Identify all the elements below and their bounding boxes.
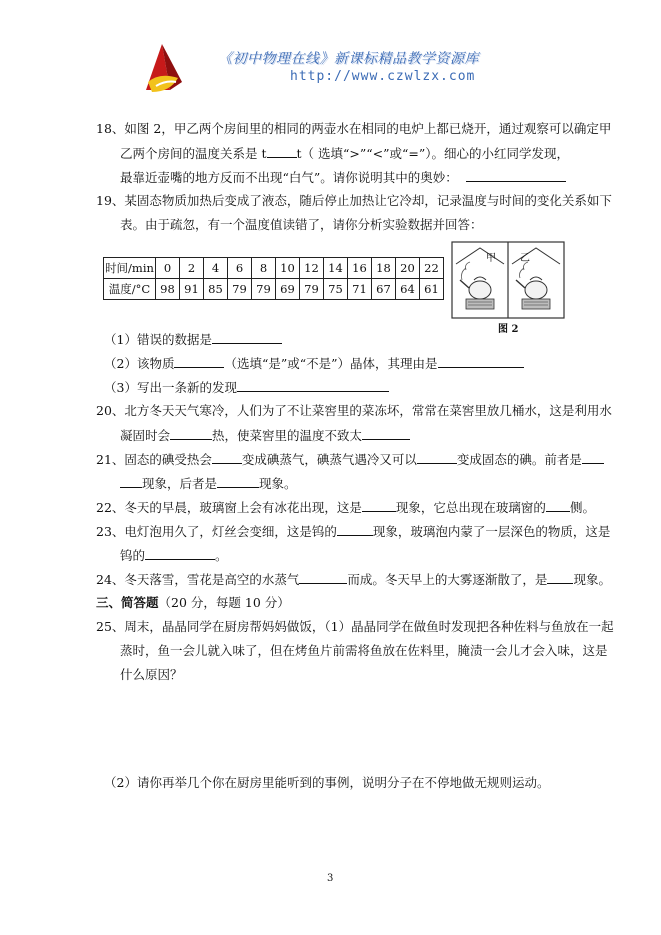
q18-line2	[120, 145, 569, 162]
section3-title: 三、简答题	[96, 595, 159, 610]
section3-note: （20 分，每题 10 分）	[158, 595, 290, 610]
q21-blank-3[interactable]	[582, 451, 604, 464]
table-cell: 2	[180, 258, 204, 279]
q20-line1: 20、北方冬天天气寒冷，人们为了不让菜窖里的菜冻坏，常常在菜窖里放几桶水，这是利用水	[96, 403, 612, 418]
table-cell: 4	[204, 258, 228, 279]
q18-line2a: 乙两个房间的温度关系是 t	[120, 146, 267, 161]
table-header-time: 时间/min	[104, 258, 156, 279]
q22-line1	[96, 499, 595, 516]
table-cell: 12	[300, 258, 324, 279]
q21-line1b: 变成碘蒸气，碘蒸气遇冷又可以	[241, 452, 417, 467]
q22-blank-1[interactable]	[362, 499, 396, 512]
q23-line2a: 钨的	[120, 548, 146, 563]
figure-caption: 图 2	[498, 324, 519, 335]
header-banner	[140, 42, 540, 96]
q18-line3	[120, 169, 566, 186]
q25-line2: 蒸时，鱼一会儿就入味了，但在烤鱼片前需将鱼放在佐料里，腌渍一会儿才会入味，这是	[120, 643, 608, 658]
two-rooms-kettle-illustration	[450, 240, 566, 320]
table-cell: 18	[372, 258, 396, 279]
q22-line1c: 侧。	[569, 500, 595, 515]
table-cell: 69	[276, 279, 300, 300]
table-cell: 22	[420, 258, 444, 279]
q21-line2	[120, 475, 297, 492]
q19-sub1-text: （1）错误的数据是	[104, 332, 212, 347]
banner-title: 《初中物理在线》新课标精品教学资源库	[218, 51, 479, 67]
table-cell: 64	[396, 279, 420, 300]
table-cell: 79	[228, 279, 252, 300]
q24-line1b: 而成。冬天早上的大雾逐渐散了，是	[347, 572, 548, 587]
table-cell: 6	[228, 258, 252, 279]
q20-line2b: 热，使菜窖里的温度不致太	[212, 428, 363, 443]
q19-sub3-text: （3）写出一条新的发现	[104, 380, 237, 395]
q19-sub3	[104, 379, 389, 396]
q20-blank-1[interactable]	[170, 427, 212, 440]
q18-line2b: t（ 选填“>”“<”或“=”）。细心的小红同学发现，	[296, 146, 570, 161]
q18-blank-1[interactable]	[267, 145, 297, 158]
q22-line1a: 22、冬天的早晨，玻璃窗上会有冰花出现，这是	[96, 500, 362, 515]
q23-line2	[120, 547, 228, 564]
table-cell: 79	[252, 279, 276, 300]
q21-line1a: 21、固态的碘受热会	[96, 452, 212, 467]
q24-blank-2[interactable]	[547, 571, 573, 584]
table-cell: 75	[324, 279, 348, 300]
q20-line2	[120, 427, 410, 444]
q20-line2a: 凝固时会	[120, 428, 171, 443]
q21-line1	[96, 451, 604, 468]
table-header-temperature: 温度/°C	[104, 279, 156, 300]
temperature-table	[103, 257, 444, 300]
table-cell: 85	[204, 279, 228, 300]
q25-line3: 什么原因？	[120, 667, 183, 682]
q20-blank-2[interactable]	[362, 427, 410, 440]
table-cell: 91	[180, 279, 204, 300]
q24-blank-1[interactable]	[299, 571, 347, 584]
q25-line1: 25、周末，晶晶同学在厨房帮妈妈做饭，（1）晶晶同学在做鱼时发现把各种佐料与鱼放在一起	[96, 619, 614, 634]
q19-blank-3[interactable]	[438, 355, 524, 368]
q19-line1: 19、某固态物质加热后变成了液态，随后停止加热让它冷却，记录温度与时间的变化关系如下	[96, 193, 612, 208]
q19-blank-1[interactable]	[212, 331, 282, 344]
red-yellow-triangle-logo-icon	[140, 42, 190, 96]
table-cell: 20	[396, 258, 420, 279]
section3-heading	[96, 595, 290, 611]
table-cell: 98	[156, 279, 180, 300]
q19-blank-4[interactable]	[237, 379, 389, 392]
q21-blank-1[interactable]	[212, 451, 242, 464]
table-cell: 0	[156, 258, 180, 279]
q24-line1a: 24、冬天落雪，雪花是高空的水蒸气	[96, 572, 300, 587]
q23-line2b: 。	[215, 548, 228, 563]
q19-sub2b: （选填“是”或“不是”）晶体，其理由是	[224, 356, 438, 371]
table-row-time	[104, 258, 444, 279]
q24-line1	[96, 571, 611, 588]
table-cell: 67	[372, 279, 396, 300]
q21-blank-4[interactable]	[120, 475, 142, 488]
figure-label-jia: 甲	[486, 253, 496, 264]
q22-blank-2[interactable]	[546, 499, 570, 512]
q22-line1b: 现象，它总出现在玻璃窗的	[395, 500, 546, 515]
q18-blank-2[interactable]	[466, 169, 566, 182]
q19-sub2	[104, 355, 524, 372]
q19-sub1	[104, 331, 282, 348]
table-cell: 8	[252, 258, 276, 279]
table-cell: 16	[348, 258, 372, 279]
table-cell: 79	[300, 279, 324, 300]
table-cell: 10	[276, 258, 300, 279]
q23-line1	[96, 523, 610, 540]
table-cell: 61	[420, 279, 444, 300]
q21-blank-2[interactable]	[417, 451, 457, 464]
q25-part2: （2）请你再举几个你在厨房里能听到的事例，说明分子在不停地做无规则运动。	[104, 775, 550, 790]
q21-line1c: 变成固态的碘。前者是	[456, 452, 582, 467]
q19-line2: 表。由于疏忽，有一个温度值读错了，请你分析实验数据并回答：	[120, 217, 483, 232]
q21-line2a: 现象，后者是	[142, 476, 218, 491]
q18-line3-text: 最靠近壶嘴的地方反而不出现“白气”。请你说明其中的奥妙：	[120, 170, 458, 185]
q21-line2b: 现象。	[259, 476, 297, 491]
q23-blank-2[interactable]	[145, 547, 215, 560]
table-row-temperature	[104, 279, 444, 300]
q19-sub2a: （2）该物质	[104, 356, 175, 371]
q18-line1: 18、如图 2，甲乙两个房间里的相同的两壶水在相同的电炉上都已烧开，通过观察可以确定甲	[96, 121, 612, 136]
q24-line1c: 现象。	[573, 572, 611, 587]
q19-blank-2[interactable]	[174, 355, 224, 368]
q23-blank-1[interactable]	[337, 523, 373, 536]
q23-line1b: 现象，玻璃泡内蒙了一层深色的物质，这是	[372, 524, 611, 539]
banner-url: http://www.czwlzx.com	[290, 69, 476, 84]
q21-blank-5[interactable]	[217, 475, 259, 488]
table-cell: 14	[324, 258, 348, 279]
page-number: 3	[327, 873, 334, 884]
figure-2	[450, 240, 566, 334]
q23-line1a: 23、电灯泡用久了，灯丝会变细，这是钨的	[96, 524, 337, 539]
table-cell: 71	[348, 279, 372, 300]
figure-label-yi: 乙	[520, 253, 530, 264]
